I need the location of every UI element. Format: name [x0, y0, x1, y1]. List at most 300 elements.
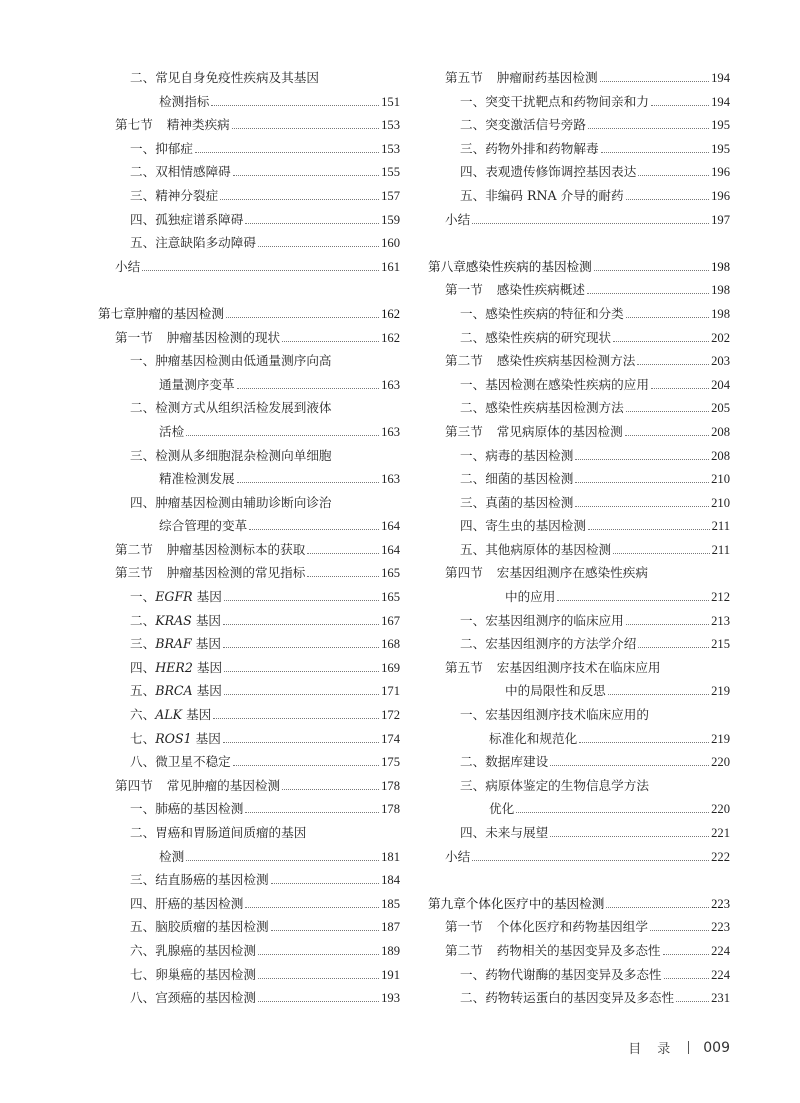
toc-entry-text: 中的局限性和反思	[505, 683, 606, 699]
toc-entry-item[interactable]	[428, 514, 730, 538]
toc-entry-title	[115, 774, 280, 798]
section-number: 第一节	[445, 919, 483, 935]
toc-entry-item[interactable]	[428, 444, 730, 468]
dot-leader	[638, 174, 709, 176]
toc-entry-title	[130, 939, 256, 963]
toc-entry-title	[130, 821, 306, 845]
toc-entry-section[interactable]	[98, 538, 400, 562]
dot-leader	[579, 741, 709, 743]
toc-page-number: 198	[711, 306, 730, 321]
toc-entry-item[interactable]	[98, 349, 400, 373]
toc-page-number: 162	[381, 330, 400, 345]
toc-entry-title	[460, 467, 573, 491]
toc-page-number: 212	[711, 590, 730, 605]
section-number: 第三节	[115, 565, 153, 581]
toc-page-number: 181	[381, 849, 400, 864]
toc-entry-item[interactable]	[98, 703, 400, 727]
toc-entry-section[interactable]	[428, 278, 730, 302]
dot-leader	[224, 693, 379, 695]
toc-entry-section[interactable]	[428, 561, 730, 585]
toc-entry-item[interactable]	[428, 396, 730, 420]
toc-entry-title	[130, 703, 211, 727]
toc-entry-text: 肿瘤基因检测的现状	[166, 329, 281, 345]
toc-entry-title	[460, 774, 649, 798]
toc-entry-item[interactable]	[428, 963, 730, 987]
dot-leader	[186, 859, 379, 861]
toc-entry-item[interactable]	[428, 326, 730, 350]
toc-entry-text: 小结	[445, 211, 471, 227]
toc-entry-item-cont[interactable]	[98, 420, 400, 444]
toc-entry-text: 一、宏基因组测序技术临床应用的	[460, 707, 649, 723]
toc-entry-title	[130, 585, 222, 609]
toc-page-number: 151	[381, 94, 400, 109]
dot-leader	[575, 481, 709, 483]
toc-entry-title	[445, 278, 585, 302]
toc-entry-text: 三、药物外排和药物解毒	[460, 140, 599, 156]
toc-page-number: 187	[381, 920, 400, 935]
section-number: 第五节	[445, 659, 483, 675]
toc-page-number: 171	[381, 684, 400, 699]
dot-leader	[307, 575, 379, 577]
dot-leader	[550, 764, 709, 766]
toc-entry-title	[460, 302, 624, 326]
toc-entry-item[interactable]	[98, 585, 400, 609]
toc-entry-title	[130, 609, 221, 633]
dot-leader	[472, 222, 709, 224]
toc-entry-text: 一、突变干扰靶点和药物间亲和力	[460, 93, 649, 109]
toc-entry-item[interactable]	[428, 491, 730, 515]
toc-entry-summary[interactable]	[98, 255, 400, 279]
toc-entry-item[interactable]	[98, 868, 400, 892]
toc-entry-item[interactable]	[98, 184, 400, 208]
toc-entry-title	[460, 491, 573, 515]
toc-entry-section[interactable]	[428, 66, 730, 90]
toc-entry-item[interactable]	[98, 892, 400, 916]
toc-entry-item[interactable]	[428, 538, 730, 562]
toc-entry-title	[460, 703, 649, 727]
toc-entry-item[interactable]	[428, 184, 730, 208]
toc-entry-item[interactable]	[428, 986, 730, 1010]
dot-leader	[224, 670, 379, 672]
dot-leader	[245, 811, 379, 813]
toc-entry-text: 基因	[191, 612, 222, 628]
toc-entry-item-cont[interactable]	[98, 373, 400, 397]
dot-leader	[472, 859, 709, 861]
chapter-number: 第九章	[428, 895, 466, 911]
toc-entry-text: 肿瘤基因检测标本的获取	[166, 541, 306, 557]
toc-page-number: 221	[711, 826, 730, 840]
toc-entry-item[interactable]	[98, 231, 400, 255]
toc-entry-text: 三、病原体鉴定的生物信息学方法	[460, 777, 649, 793]
toc-entry-chapter[interactable]	[428, 892, 730, 916]
dot-leader	[233, 764, 379, 766]
toc-entry-text: 一、感染性疾病的特征和分类	[460, 305, 624, 321]
toc-entry-text: 八、宫颈癌的基因检测	[130, 990, 256, 1006]
section-number: 第七节	[115, 117, 153, 133]
section-number: 第四节	[115, 777, 153, 793]
toc-gap	[98, 278, 400, 302]
toc-entry-item[interactable]	[428, 467, 730, 491]
toc-entry-item[interactable]	[98, 632, 400, 656]
toc-entry-item[interactable]	[428, 703, 730, 727]
toc-page-number: 220	[711, 802, 730, 817]
toc-page-number: 153	[381, 118, 400, 133]
dot-leader	[626, 316, 709, 318]
toc-entry-item[interactable]	[428, 821, 730, 845]
dot-leader	[258, 977, 379, 979]
toc-page-number: 210	[711, 472, 730, 487]
toc-entry-item-cont[interactable]	[98, 845, 400, 869]
toc-entry-text: 个体化医疗和药物基因组学	[496, 919, 648, 935]
toc-page-number: 196	[711, 188, 730, 203]
toc-entry-text: 一、病毒的基因检测	[460, 447, 574, 463]
dot-leader	[516, 811, 709, 813]
toc-entry-text: 基因	[191, 730, 221, 746]
toc-entry-section[interactable]	[98, 113, 400, 137]
dot-leader	[550, 835, 709, 837]
toc-entry-title	[159, 845, 184, 869]
dot-leader	[613, 340, 709, 342]
toc-page-number: 165	[381, 566, 400, 581]
page-footer	[628, 1038, 730, 1057]
toc-entry-title	[445, 939, 661, 963]
toc-entry-text: 检测指标	[159, 93, 210, 109]
dot-leader	[195, 151, 379, 153]
toc-entry-text: 优化	[489, 801, 515, 817]
toc-entry-text: 一、宏基因组测序的临床应用	[460, 612, 624, 628]
section-number: 第一节	[445, 282, 483, 298]
toc-entry-item-cont[interactable]	[428, 727, 730, 751]
toc-page-number: 184	[381, 873, 400, 888]
toc-entry-item[interactable]	[98, 915, 400, 939]
toc-entry-item[interactable]	[428, 137, 730, 161]
toc-entry-title	[159, 373, 235, 397]
toc-entry-text: 二、双相情感障碍	[130, 164, 231, 180]
dot-leader	[223, 646, 379, 648]
toc-entry-text: 感染性疾病的基因检测	[465, 258, 592, 274]
toc-page-number: 211	[711, 542, 730, 557]
toc-entry-text: 一、肿瘤基因检测由低通量测序向高	[130, 353, 332, 369]
dot-leader	[626, 410, 709, 412]
toc-entry-title	[505, 679, 606, 703]
dot-leader	[575, 458, 709, 460]
toc-entry-item[interactable]	[428, 113, 730, 137]
dot-leader	[237, 387, 380, 389]
toc-entry-item-cont[interactable]	[98, 467, 400, 491]
dot-leader	[638, 646, 709, 648]
toc-gap	[428, 868, 730, 892]
toc-entry-section[interactable]	[428, 915, 730, 939]
toc-entry-section-cont[interactable]	[428, 679, 730, 703]
toc-entry-section[interactable]	[428, 656, 730, 680]
toc-entry-section[interactable]	[428, 349, 730, 373]
toc-page-number: 160	[381, 236, 400, 251]
toc-entry-text: 活检	[159, 423, 185, 439]
toc-page-number: 155	[381, 165, 400, 180]
toc-entry-text: 药物相关的基因变异及多态性	[496, 942, 661, 958]
toc-entry-section[interactable]	[428, 420, 730, 444]
toc-page-number: 163	[381, 377, 400, 392]
toc-entry-item[interactable]	[98, 208, 400, 232]
toc-entry-item[interactable]	[98, 727, 400, 751]
toc-entry-item[interactable]	[98, 750, 400, 774]
dot-leader	[625, 434, 709, 436]
toc-entry-item[interactable]	[98, 656, 400, 680]
section-number: 第四节	[445, 565, 483, 581]
footer-label: 目录	[628, 1042, 687, 1057]
toc-entry-text: 精神类疾病	[166, 117, 230, 133]
toc-page-number: 196	[711, 165, 730, 180]
toc-entry-text: 二、检测方式从组织活检发展到液体	[130, 400, 332, 416]
toc-entry-section[interactable]	[98, 774, 400, 798]
toc-page-number: 153	[381, 141, 400, 156]
toc-entry-title	[130, 750, 231, 774]
toc-entry-title	[115, 255, 140, 279]
toc-entry-text: 常见肿瘤的基因检测	[166, 777, 281, 793]
dot-leader	[233, 174, 379, 176]
toc-entry-text: 二、药物转运蛋白的基因变异及多态性	[460, 990, 675, 1006]
toc-entry-title	[130, 444, 332, 468]
toc-entry-section[interactable]	[428, 939, 730, 963]
toc-page-number: 197	[711, 212, 730, 227]
toc-entry-title	[460, 113, 586, 137]
toc-page-number: 167	[381, 613, 400, 628]
toc-entry-title	[460, 326, 611, 350]
toc-entry-item[interactable]	[428, 750, 730, 774]
toc-entry-text: 八、微卫星不稳定	[130, 754, 231, 770]
toc-entry-title	[115, 326, 280, 350]
toc-page-number: 198	[711, 259, 730, 274]
toc-entry-item[interactable]	[428, 302, 730, 326]
toc-page-number: 210	[711, 495, 730, 510]
toc-entry-title	[130, 797, 243, 821]
toc-page-number: 174	[381, 731, 400, 746]
dot-leader	[588, 528, 710, 530]
toc-entry-item[interactable]	[98, 66, 400, 90]
toc-entry-text: 七、卵巢癌的基因检测	[130, 966, 256, 982]
toc-page-number: 172	[381, 708, 400, 723]
toc-column-left	[98, 66, 400, 1010]
toc-entry-item[interactable]	[428, 373, 730, 397]
toc-entry-title	[115, 113, 230, 137]
toc-page-number: 220	[711, 755, 730, 770]
dot-leader	[223, 741, 379, 743]
toc-entry-title	[460, 986, 674, 1010]
toc-page-number: 203	[711, 354, 730, 369]
dot-leader	[626, 198, 710, 200]
toc-entry-item-cont[interactable]	[428, 797, 730, 821]
toc-entry-item[interactable]	[428, 632, 730, 656]
section-number: 第五节	[445, 70, 483, 85]
toc-entry-title	[505, 585, 555, 609]
dot-leader	[271, 929, 380, 931]
toc-entry-text: 基因	[192, 589, 222, 605]
toc-entry-text: 四、肝癌的基因检测	[130, 895, 244, 911]
item-prefix: 六、	[130, 707, 156, 723]
toc-entry-title	[159, 90, 209, 114]
toc-entry-item[interactable]	[98, 160, 400, 184]
toc-entry-item[interactable]	[98, 821, 400, 845]
toc-gap	[428, 231, 730, 255]
toc-entry-text: 四、寄生虫的基因检测	[460, 518, 586, 534]
toc-entry-summary[interactable]	[428, 208, 730, 232]
dot-leader	[650, 929, 709, 931]
toc-entry-item[interactable]	[98, 963, 400, 987]
toc-entry-title	[428, 892, 604, 916]
toc-entry-section[interactable]	[98, 326, 400, 350]
dot-leader	[232, 127, 379, 129]
toc-page-number: 161	[381, 259, 400, 274]
item-prefix: 七、	[130, 730, 156, 746]
toc-entry-title	[445, 208, 470, 232]
dot-leader	[575, 505, 709, 507]
toc-entry-title	[130, 349, 332, 373]
item-prefix: 三、	[130, 636, 156, 652]
dot-leader	[601, 151, 710, 153]
dot-leader	[249, 528, 379, 530]
toc-entry-title	[460, 963, 662, 987]
toc-entry-text: 常见病原体的基因检测	[496, 423, 623, 439]
toc-entry-item[interactable]	[98, 797, 400, 821]
toc-entry-title	[159, 467, 235, 491]
toc-entry-item[interactable]	[98, 444, 400, 468]
toc-page-number: 162	[381, 306, 400, 321]
dot-leader	[637, 363, 709, 365]
chapter-number: 第七章	[98, 305, 136, 321]
toc-entry-item[interactable]	[98, 986, 400, 1010]
toc-page-number: 204	[711, 377, 730, 392]
toc-entry-text: 四、肿瘤基因检测由辅助诊断向诊治	[130, 494, 332, 510]
toc-entry-text: 肿瘤的基因检测	[135, 305, 224, 321]
toc-entry-title	[130, 892, 243, 916]
toc-page-number: 178	[381, 778, 400, 793]
toc-entry-text: 三、精神分裂症	[130, 187, 219, 203]
toc-entry-text: 小结	[115, 258, 141, 274]
toc-entry-text: 四、未来与展望	[460, 825, 549, 840]
dot-leader	[307, 552, 379, 554]
toc-page-number: 157	[381, 188, 400, 203]
toc-entry-title	[130, 160, 231, 184]
gene-name: EGFR	[155, 589, 193, 605]
toc-entry-text: 一、基因检测在感染性疾病的应用	[460, 376, 649, 392]
toc-entry-chapter[interactable]	[98, 302, 400, 326]
toc-entry-text: 标准化和规范化	[489, 730, 578, 746]
gene-name: BRCA	[155, 683, 193, 699]
gene-name: KRAS	[155, 612, 192, 628]
toc-entry-item[interactable]	[98, 679, 400, 703]
toc-entry-title	[130, 656, 222, 680]
toc-entry-title	[130, 986, 256, 1010]
toc-entry-title	[159, 514, 247, 538]
toc-entry-item[interactable]	[428, 774, 730, 798]
dot-leader	[258, 245, 379, 247]
toc-entry-item[interactable]	[428, 90, 730, 114]
dot-leader	[213, 717, 379, 719]
toc-entry-title	[130, 727, 221, 751]
toc-entry-title	[445, 420, 623, 444]
toc-entry-chapter[interactable]	[428, 255, 730, 279]
dot-leader	[211, 104, 379, 106]
toc-entry-title	[489, 797, 514, 821]
toc-entry-section[interactable]	[98, 561, 400, 585]
toc-entry-text: 感染性疾病基因检测方法	[496, 353, 636, 369]
toc-entry-text: 一、肺癌的基因检测	[130, 801, 244, 817]
dot-leader	[258, 1000, 379, 1002]
toc-entry-title	[130, 66, 319, 90]
item-prefix: 四、	[130, 659, 156, 675]
toc-page-number: 189	[381, 943, 400, 958]
toc-page-number: 191	[381, 967, 400, 982]
dot-leader	[594, 269, 709, 271]
toc-page-number: 208	[711, 424, 730, 439]
toc-entry-text: 基因	[182, 707, 212, 723]
toc-entry-item[interactable]	[428, 160, 730, 184]
toc-entry-text: 二、细菌的基因检测	[460, 471, 574, 487]
toc-entry-item[interactable]	[98, 491, 400, 515]
toc-entry-text: 四、孤独症谱系障碍	[130, 211, 244, 227]
dot-leader	[245, 222, 379, 224]
toc-entry-item-cont[interactable]	[98, 514, 400, 538]
toc-page-number: 195	[711, 118, 730, 133]
toc-entry-text: 五、脑胶质瘤的基因检测	[130, 919, 269, 935]
dot-leader	[606, 906, 709, 908]
toc-page-number: 223	[711, 920, 730, 935]
toc-entry-title	[460, 632, 636, 656]
toc-entry-title	[130, 396, 332, 420]
toc-page-number: 223	[711, 896, 730, 911]
toc-entry-text: 五、其他病原体的基因检测	[460, 541, 612, 557]
toc-page-number: 164	[381, 542, 400, 557]
toc-entry-title	[460, 373, 649, 397]
footer-divider	[688, 1041, 689, 1054]
toc-entry-title	[445, 66, 598, 90]
toc-page-number: 222	[711, 849, 730, 864]
toc-page-number: 224	[711, 943, 730, 958]
toc-entry-text: 宏基因组测序技术在临床应用	[496, 659, 661, 675]
toc-entry-text: 一、抑郁症	[130, 140, 193, 156]
toc-entry-item[interactable]	[428, 609, 730, 633]
toc-page-number: 193	[381, 991, 400, 1006]
dot-leader	[142, 269, 379, 271]
toc-page-number: 205	[711, 401, 730, 416]
toc-entry-item[interactable]	[98, 137, 400, 161]
toc-page-number: 224	[711, 967, 730, 982]
toc-entry-summary[interactable]	[428, 845, 730, 869]
toc-entry-title	[130, 915, 269, 939]
toc-entry-text: 个体化医疗中的基因检测	[465, 895, 605, 911]
toc-entry-item[interactable]	[98, 396, 400, 420]
toc-entry-item[interactable]	[98, 939, 400, 963]
toc-entry-text: 通量测序变革	[159, 376, 235, 392]
toc-entry-title	[460, 160, 636, 184]
section-number: 第二节	[115, 541, 153, 557]
toc-entry-title	[98, 302, 224, 326]
dot-leader	[600, 80, 710, 82]
toc-entry-item[interactable]	[98, 609, 400, 633]
toc-entry-item-cont[interactable]	[98, 90, 400, 114]
toc-entry-text: 三、真菌的基因检测	[460, 494, 574, 510]
toc-entry-section-cont[interactable]	[428, 585, 730, 609]
toc-page-number: 211	[711, 519, 730, 534]
dot-leader	[557, 599, 709, 601]
toc-entry-text: 二、数据库建设	[460, 754, 549, 770]
toc-entry-title	[460, 538, 611, 562]
toc-entry-title	[159, 420, 184, 444]
toc-entry-title	[445, 845, 470, 869]
toc-page-number: 164	[381, 519, 400, 534]
dot-leader	[220, 198, 379, 200]
toc-entry-title	[460, 821, 548, 845]
